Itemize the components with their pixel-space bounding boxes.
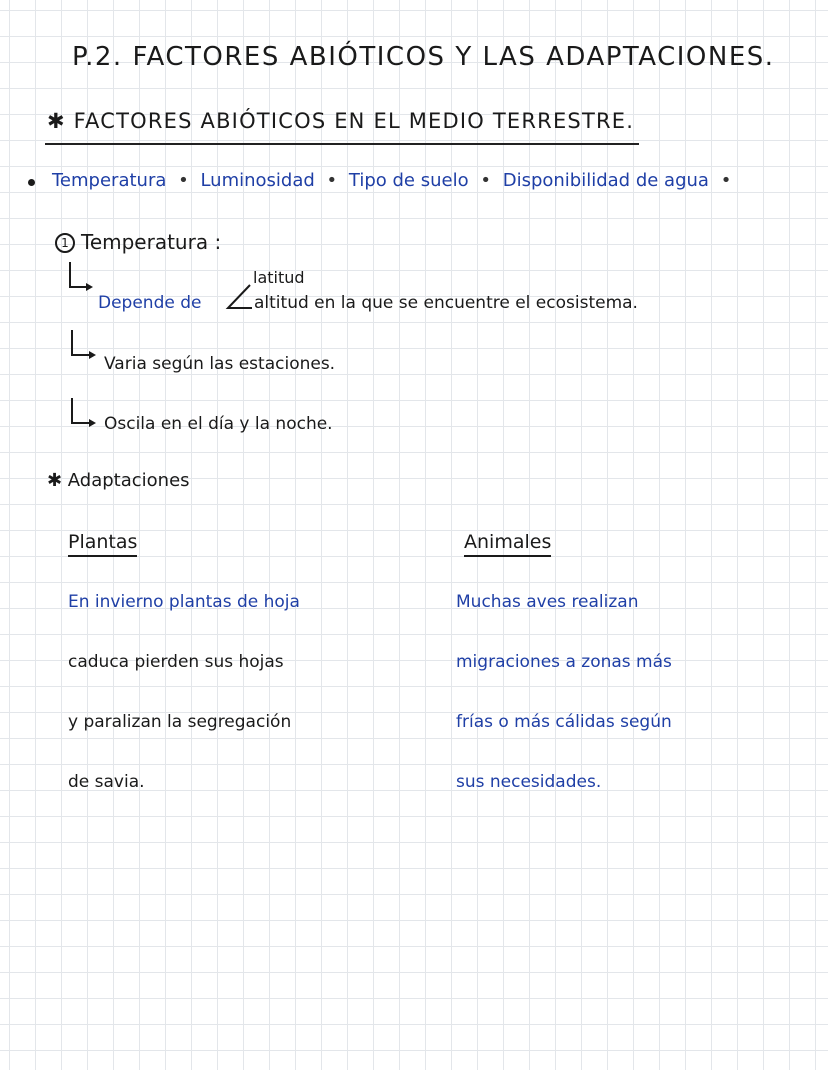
section-title-abioticos: ✱ FACTORES ABIÓTICOS EN EL MEDIO TERRESTRE.	[47, 109, 635, 133]
plantas-line: En invierno plantas de hoja	[68, 592, 300, 612]
factor-tipo-suelo: Tipo de suelo	[348, 170, 469, 191]
factor-disponibilidad-agua: Disponibilidad de agua	[502, 170, 709, 191]
factor-luminosidad: Luminosidad	[200, 170, 315, 191]
factor-temperatura: Temperatura	[52, 170, 167, 191]
factor-separator: •	[480, 170, 491, 191]
factor-separator: •	[720, 170, 732, 191]
factor-separator: •	[326, 170, 338, 191]
factor-separator: •	[178, 170, 189, 191]
plantas-heading: Plantas	[68, 531, 137, 557]
animales-line: Muchas aves realizan	[456, 592, 639, 612]
number-one-circle: 1	[55, 233, 75, 253]
animales-line: sus necesidades.	[456, 772, 602, 792]
subtitle-underline	[45, 143, 639, 145]
plantas-line: de savia.	[68, 772, 145, 792]
branch-icon	[224, 282, 254, 312]
oscila-line: Oscila en el día y la noche.	[104, 414, 333, 434]
adaptaciones-heading: ✱ Adaptaciones	[47, 470, 190, 491]
depende-prefix: Depende de	[98, 293, 202, 313]
factors-list	[52, 170, 737, 191]
animales-line: migraciones a zonas más	[456, 652, 672, 672]
arrow-icon	[71, 398, 89, 424]
plantas-line: y paralizan la segregación	[68, 712, 292, 732]
depende-suffix: altitud en la que se encuentre el ecosistema.	[254, 293, 638, 313]
latitud-label: latitud	[253, 268, 305, 287]
temperatura-heading-label: Temperatura :	[81, 230, 222, 254]
arrow-icon	[69, 262, 86, 288]
temperatura-heading	[55, 230, 221, 254]
plantas-line: caduca pierden sus hojas	[68, 652, 284, 672]
bullet-dot	[28, 179, 35, 186]
varia-line: Varia según las estaciones.	[104, 354, 336, 374]
arrow-icon	[71, 330, 89, 356]
animales-heading: Animales	[464, 531, 551, 557]
animales-line: frías o más cálidas según	[456, 712, 672, 732]
page-title: P.2. FACTORES ABIÓTICOS Y LAS ADAPTACIONES.	[72, 42, 775, 72]
